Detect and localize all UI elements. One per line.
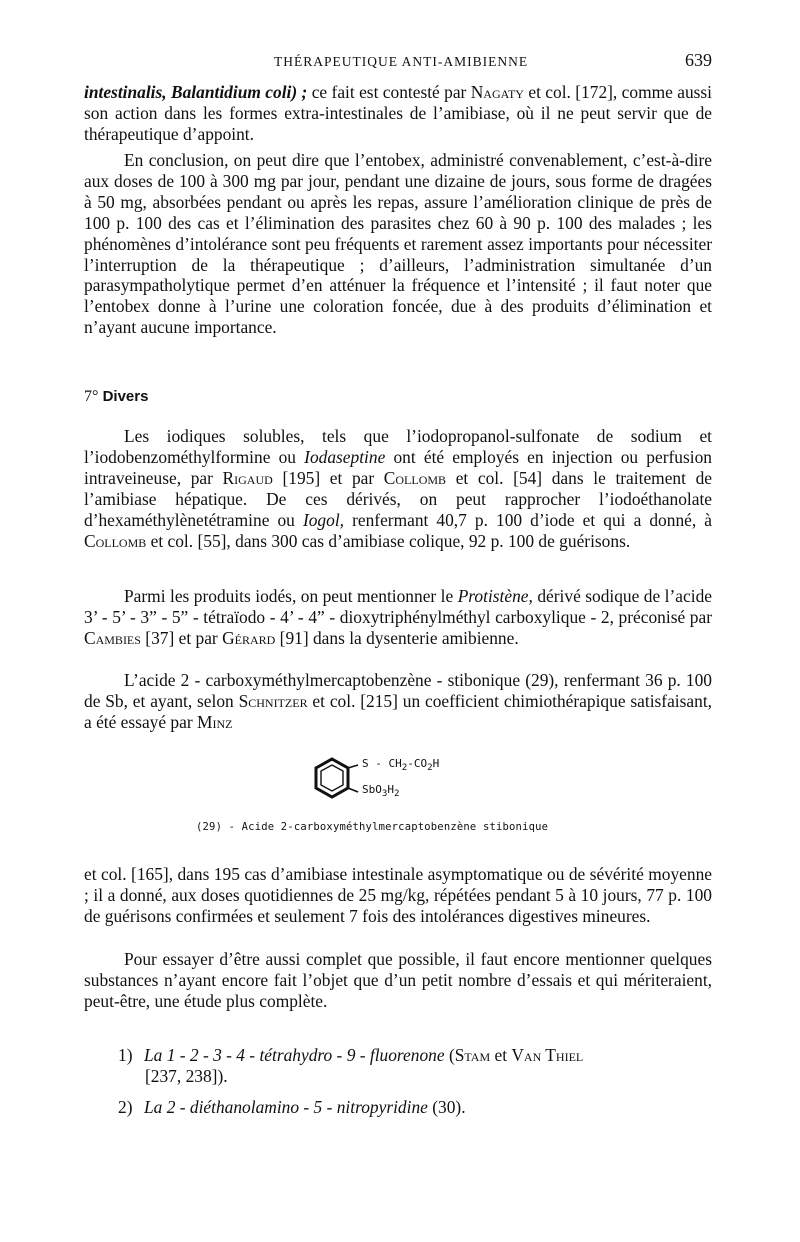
compound-name: La 1 - 2 - 3 - 4 - tétrahydro - 9 - fluorenone [144,1045,445,1065]
paragraph-text: Pour essayer d’être aussi complet que possible, il faut encore mentionner quelques substances n’ayant encore fait l’objet que d’un petit nombre d’essais et qui mériteraient, peut-être, une étude plus complète. [84,949,712,1011]
author-name: Cambies [84,627,141,648]
text: H [432,757,440,770]
text: et col. [172], comme aussi son action dans les formes extra-intestinales de l’amibiase, où il ne peut servir que de thérapeutique d’appoint. [84,82,713,144]
author-name: Nagaty [470,82,524,102]
subscript: 3 [381,788,388,800]
text: et col. [54] dans le traitement de l’amibiase hépatique. De ces dérivés, on peut rapprocher l’iodoéthanolate d’hexaméthylènetétramine ou [84,467,712,530]
author-name: Gérard [222,627,276,648]
text: [91] dans la dysenterie amibienne. [275,627,519,648]
paragraph-text: En conclusion, on peut dire que l’entobex, administré convenablement, c’est-à-dire aux doses de 100 à 300 mg par jour, pendant une dizaine de jours, sous forme de dragées à 50 mg, absorbées pendant ou après les repas, assure l’amélioration clinique de près de 100 p. 100 des cas et l’élimination des parasites chez 60 à 90 p. 100 des malades ; les phénomènes d’intolérance sont peu fréquents et rarement assez importants pour nécessiter l’interruption de la thérapeutique ; d’ailleurs, l’administration simultanée d’un parasympatholytique permet d’en atténuer la fréquence et l’intensité ; il faut noter que l’entobex donne à l’urine une coloration foncée, due à des produits d’élimination et n’ayant aucune importance. [84,150,712,338]
subscript: 2 [401,762,408,774]
text: et col. [215] un coefficient chimiothérapique satisfaisant, a été essayé par [84,690,712,732]
list-number: 1) [118,1045,133,1065]
compound-name: La 2 - diéthanolamino - 5 - nitropyridine [144,1097,428,1117]
figure-caption: (29) - Acide 2-carboxyméthylmercaptobenzène stibonique [196,821,549,833]
chemical-structure [312,755,482,815]
author-name: Collomb [383,467,447,488]
product-name: Iogol, [302,509,344,530]
subscript: 2 [427,762,433,774]
text: dérivé sodique de l’acide 3’ - 5’ - 3” - 5” - tétraïodo - 4’ - 4” - dioxytriphénylméthyl carboxylique - 2, préconisé par [84,586,712,627]
author-name: Collomb [84,530,147,551]
author-name: Rigaud [222,467,273,488]
text: L’acide 2 - carboxyméthylmercaptobenzène - stibonique (29), renfermant 36 p. 100 de Sb, et ayant, selon [84,670,712,711]
author-name: Minz [196,711,233,732]
paragraph-2 [84,150,712,338]
product-name: Iodaseptine [304,446,386,467]
paragraph-4 [84,586,712,649]
text: ( [444,1045,455,1065]
substituent-stibonic [362,783,400,799]
text: et [490,1045,512,1065]
paragraph-text: et col. [165], dans 195 cas d’amibiase intestinale asymptomatique ou de sévérité moyenne ; il a donné, aux doses quotidiennes de 25 mg/kg, répétées pendant 5 à 10 jours, 77 p. 100 de guérisons confirmées et seulement 7 fois des intolérances digestives mineures. [84,864,712,926]
page [84,0,712,1242]
author-name: Van Thiel [511,1045,584,1065]
italic-lead: intestinalis, Balantidium coli) ; [84,82,308,102]
text: Parmi les produits iodés, on peut mentionner le [124,586,458,606]
subscript: 2 [394,788,400,800]
text: H [387,783,395,796]
paragraph-6 [84,864,712,927]
substituent-thio [362,757,439,773]
header-title: THÉRAPEUTIQUE ANTI-AMIBIENNE [274,54,529,69]
text: renfermant 40,7 p. 100 d’iode et qui a donné, à [344,509,712,530]
list-number: 2) [118,1097,133,1117]
paragraph-3 [84,426,712,551]
list-continuation: [237, 238]). [145,1065,228,1086]
text: -CO [407,757,428,770]
text: ce fait est contesté par [307,82,471,102]
section-title: Divers [102,388,149,405]
author-name: Schnitzer [238,690,308,711]
page-number: 639 [685,50,712,70]
text: [37] et par [140,627,223,648]
paragraph-7 [84,949,712,1012]
text: Les iodiques solubles, tels que l’iodopropanol-sulfonate de sodium et l’iodobenzométhylformine ou [84,426,712,467]
text: et col. [55], dans 300 cas d’amibiase colique, 92 p. 100 de guérisons. [146,530,631,551]
text: (30). [427,1097,466,1117]
author-name: Stam [454,1045,491,1065]
running-header [84,52,712,74]
text: SbO [362,783,382,796]
paragraph-5 [84,670,712,733]
list-item [118,1045,712,1087]
text: [195] et par [272,467,384,488]
text: ont été employés en injection ou perfusion intraveineuse, par [84,446,712,488]
product-name: Protistène, [457,586,533,606]
text: S - CH [362,757,402,770]
paragraph-1 [84,82,712,145]
section-heading [84,388,148,406]
section-number: 7° [84,388,99,405]
list-item [118,1097,712,1118]
